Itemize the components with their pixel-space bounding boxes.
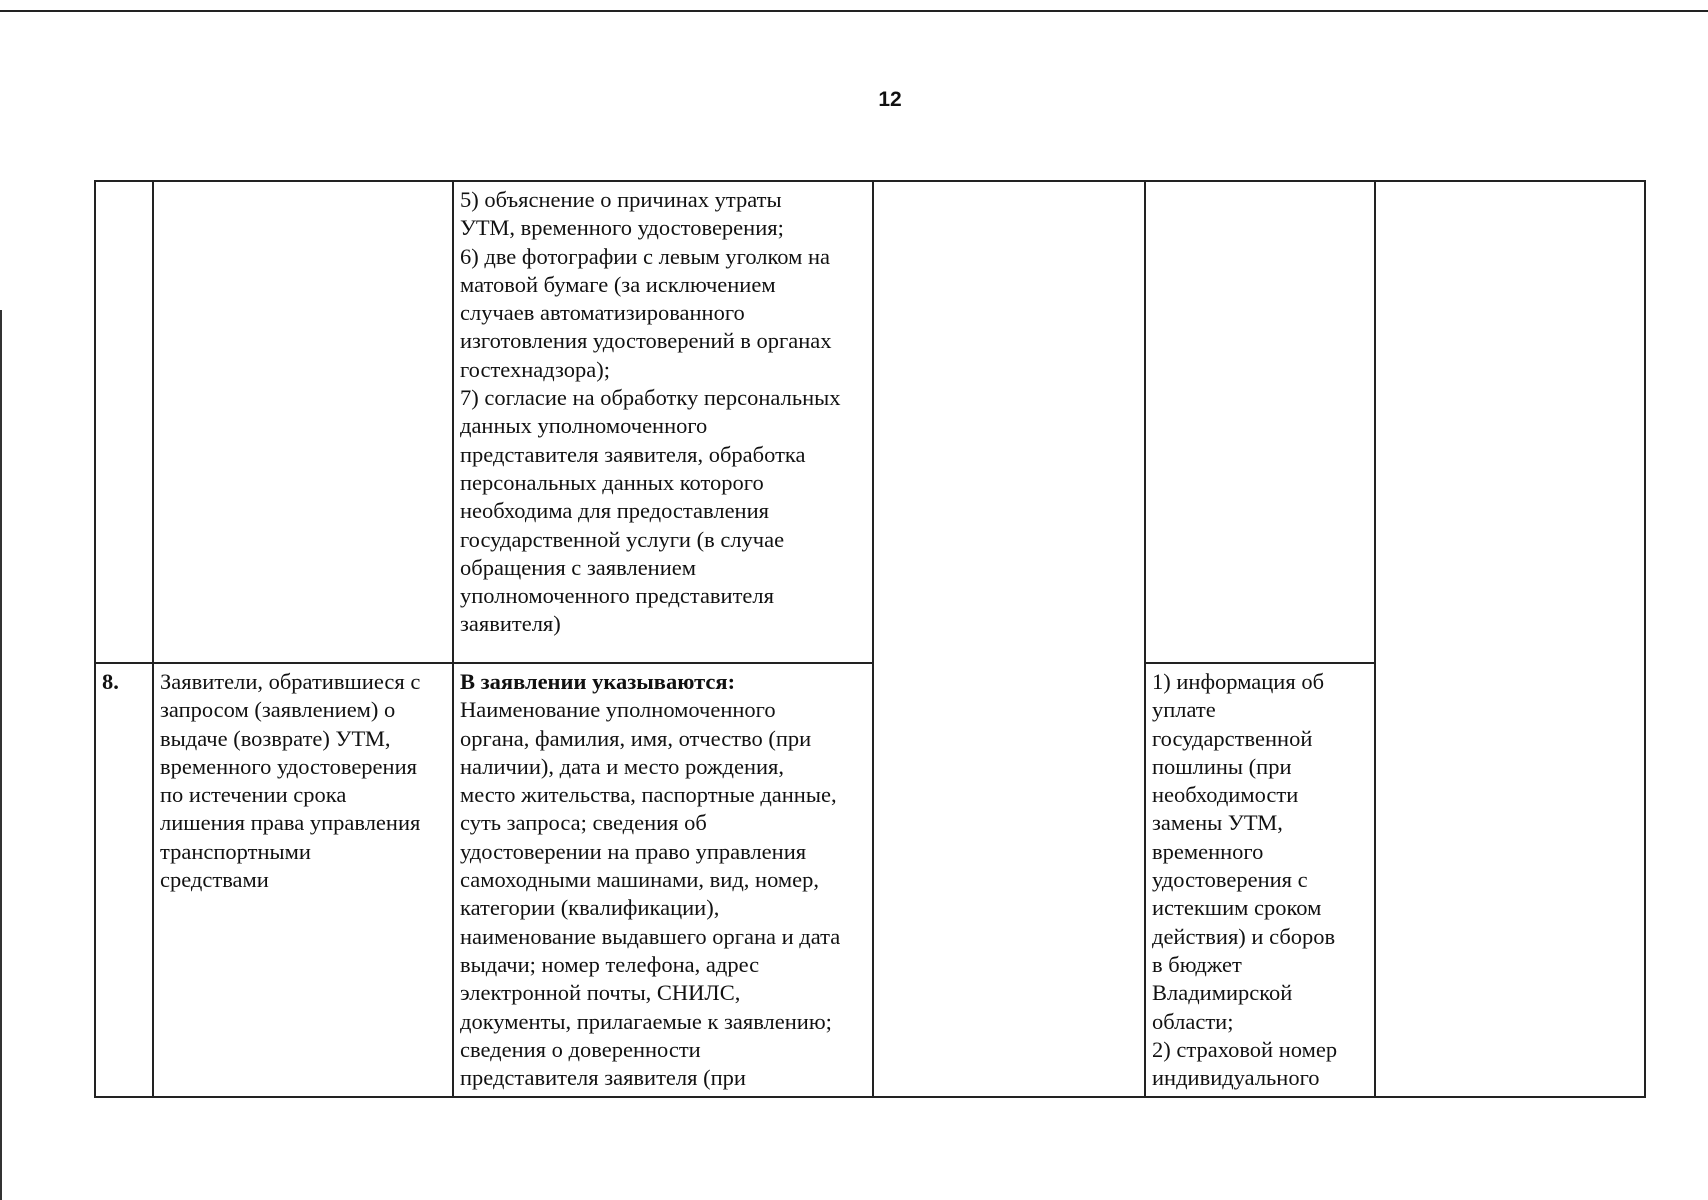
text-line: изготовления удостоверений в органах [460,328,832,354]
text-line: по истечении срока [160,782,347,808]
cell-number [95,181,153,663]
text-line: Заявители, обратившиеся с [160,669,421,694]
text-line: Наименование уполномоченного [460,697,776,723]
cell-applicants [153,663,453,1097]
text-line: уплате [1152,697,1216,723]
text-line: средствами [160,867,269,893]
text-line: заявителя) [460,611,561,637]
text-line: персональных данных которого [460,469,764,495]
scan-edge-left [0,310,2,1200]
text-line: в бюджет [1152,951,1242,977]
text-line: пошлины (при [1152,753,1292,779]
text-line: гостехнадзора); [460,356,610,382]
documents-list [460,186,866,639]
text-line: УТМ, временного удостоверения; [460,215,784,241]
cell-application-content [453,663,873,1097]
application-heading: В заявлении указываются: [460,669,736,694]
scan-edge-top [0,10,1708,12]
text-line: временного удостоверения [160,753,417,779]
applicants-text [160,668,446,894]
text-line: 2) страховой номер [1152,1036,1338,1062]
text-line: место жительства, паспортные данные, [460,782,837,808]
text-line: наименование выдавшего органа и дата [460,923,841,949]
text-line: государственной [1152,725,1313,751]
text-line: уполномоченного представителя [460,583,774,609]
text-line: данных уполномоченного [460,413,708,439]
text-line: органа, фамилия, имя, отчество (при [460,725,812,751]
text-line: самоходными машинами, вид, номер, [460,867,820,893]
text-line: Владимирской [1152,980,1293,1006]
text-line: удостоверения с [1152,867,1308,893]
text-line: электронной почты, СНИЛС, [460,980,741,1006]
text-line: временного [1152,838,1264,864]
text-line: 5) объяснение о причинах утраты [460,187,782,212]
text-line: 7) согласие на обработку персональных [460,385,841,411]
table-row [95,181,1645,663]
text-line: представителя заявителя, обработка [460,441,806,467]
text-line: матовой бумаге (за исключением [460,271,776,297]
text-line: необходима для предоставления [460,498,769,524]
cell-empty-col4 [873,181,1145,1097]
text-line: замены УТМ, [1152,810,1283,836]
text-line: государственной услуги (в случае [460,526,785,552]
text-line: истекшим сроком [1152,895,1322,921]
text-line: 1) информация об [1152,669,1325,694]
application-content-text [460,696,866,1092]
cell-documents [453,181,873,663]
fees-text [1152,668,1368,1092]
row-number: 8. [95,663,153,1097]
text-line: транспортными [160,838,311,864]
text-line: действия) и сборов [1152,923,1336,949]
text-line: представителя заявителя (при [460,1065,746,1091]
text-line: обращения с заявлением [460,554,696,580]
cell-empty-col6 [1375,181,1645,1097]
text-line: запросом (заявлением) о [160,697,396,723]
cell-fees [1145,181,1375,663]
text-line: сведения о доверенности [460,1036,701,1062]
text-line: удостоверении на право управления [460,838,807,864]
cell-applicants [153,181,453,663]
text-line: индивидуального [1152,1065,1320,1091]
text-line: документы, прилагаемые к заявлению; [460,1008,832,1034]
text-line: необходимости [1152,782,1299,808]
document-table [94,180,1646,1098]
text-line: суть запроса; сведения об [460,810,707,836]
text-line: категории (квалификации), [460,895,720,921]
text-line: наличии), дата и место рождения, [460,753,785,779]
text-line: лишения права управления [160,810,421,836]
text-line: выдачи; номер телефона, адрес [460,951,760,977]
page-number: 12 [878,88,902,111]
text-line: 6) две фотографии с левым уголком на [460,243,831,269]
cell-fees [1145,663,1375,1097]
text-line: области; [1152,1008,1234,1034]
text-line: выдаче (возврате) УТМ, [160,725,391,751]
text-line: случаев автоматизированного [460,300,745,326]
